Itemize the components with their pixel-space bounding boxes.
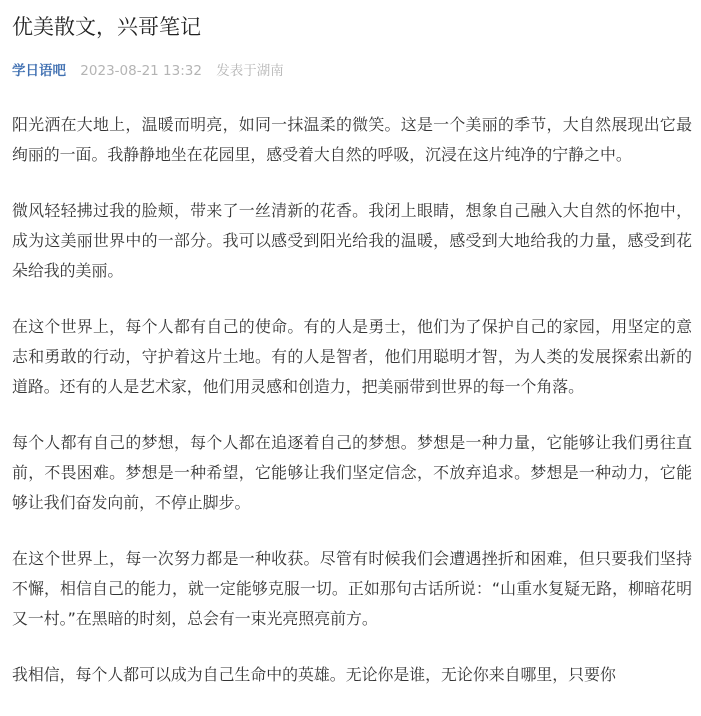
paragraph: 每个人都有自己的梦想，每个人都在追逐着自己的梦想。梦想是一种力量，它能够让我们勇往直前，不畏困难。梦想是一种希望，它能够让我们坚定信念，不放弃追求。梦想是一种动力，它能够让我们奋发向前，不停止脚步。 <box>12 433 692 512</box>
article-content <box>12 110 692 690</box>
publish-location: 发表于湖南 <box>216 63 284 79</box>
paragraph: 在这个世界上，每个人都有自己的使命。有的人是勇士，他们为了保护自己的家园，用坚定的意志和勇敢的行动，守护着这片土地。有的人是智者，他们用聪明才智，为人类的发展探索出新的道路。还有的人是艺术家，他们用灵感和创造力，把美丽带到世界的每一个角落。 <box>12 317 692 396</box>
article <box>12 0 692 716</box>
article-meta <box>12 62 692 80</box>
publish-time: 2023-08-21 13:32 <box>80 63 202 79</box>
paragraph: 阳光洒在大地上，温暖而明亮，如同一抹温柔的微笑。这是一个美丽的季节，大自然展现出它最绚丽的一面。我静静地坐在花园里，感受着大自然的呼吸，沉浸在这片纯净的宁静之中。 <box>12 115 692 164</box>
source-link[interactable]: 学日语吧 <box>12 63 66 79</box>
article-title: 优美散文，兴哥笔记 <box>12 15 201 39</box>
paragraph: 我相信，每个人都可以成为自己生命中的英雄。无论你是谁，无论你来自哪里，只要你 <box>12 665 616 684</box>
paragraph: 微风轻轻拂过我的脸颊，带来了一丝清新的花香。我闭上眼睛，想象自己融入大自然的怀抱中，成为这美丽世界中的一部分。我可以感受到阳光给我的温暖，感受到大地给我的力量，感受到花朵给我的美丽。 <box>12 201 692 280</box>
paragraph: 在这个世界上，每一次努力都是一种收获。尽管有时候我们会遭遇挫折和困难，但只要我们坚持不懈，相信自己的能力，就一定能够克服一切。正如那句古话所说：“山重水复疑无路，柳暗花明又一村。”在黑暗的时刻，总会有一束光亮照亮前方。 <box>12 549 692 628</box>
